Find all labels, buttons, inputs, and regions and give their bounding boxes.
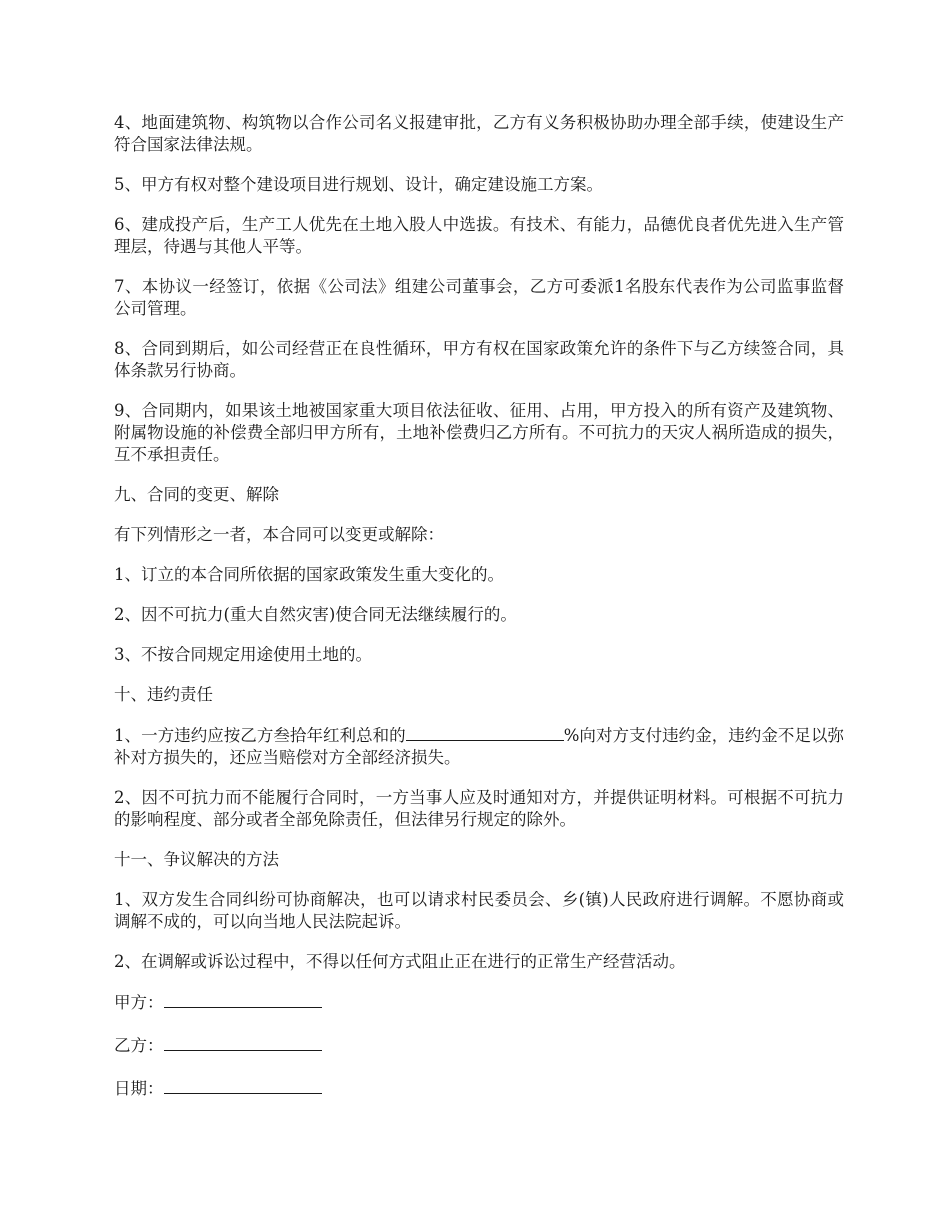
penalty-percent-blank	[406, 724, 564, 741]
party-a-signature	[114, 991, 844, 1014]
section-9-item-1: 1、订立的本合同所依据的国家政策发生重大变化的。	[114, 565, 504, 584]
section-10-item-1-after: %向对方支付违约金，违约金不足以弥补对方损失的，还应当赔偿对方全部经济损失。	[114, 726, 844, 767]
contract-page	[114, 112, 844, 1120]
clause-7: 7、本协议一经签订，依据《公司法》组建公司董事会，乙方可委派1名股东代表作为公司监事监督公司管理。	[114, 277, 844, 318]
section-11-item-2: 2、在调解或诉讼过程中，不得以任何方式阻止正在进行的正常生产经营活动。	[114, 952, 686, 971]
party-b-blank	[164, 1034, 322, 1051]
section-9-intro: 有下列情形之一者，本合同可以变更或解除：	[114, 525, 444, 544]
section-9-item-3: 3、不按合同规定用途使用土地的。	[114, 645, 372, 664]
clause-8: 8、合同到期后，如公司经营正在良性循环，甲方有权在国家政策允许的条件下与乙方续签合同，具体条款另行协商。	[114, 339, 844, 380]
section-9-heading: 九、合同的变更、解除	[114, 485, 279, 504]
date-signature	[114, 1077, 844, 1100]
party-a-blank	[164, 991, 322, 1008]
clause-4: 4、地面建筑物、构筑物以合作公司名义报建审批，乙方有义务积极协助办理全部手续，使建设生产符合国家法律法规。	[114, 113, 844, 154]
date-label: 日期：	[114, 1079, 164, 1098]
section-10-item-1	[114, 724, 844, 769]
section-11-item-1: 1、双方发生合同纠纷可协商解决，也可以请求村民委员会、乡(镇)人民政府进行调解。不愿协商或调解不成的，可以向当地人民法院起诉。	[114, 890, 844, 931]
party-a-label: 甲方：	[114, 993, 164, 1012]
clause-6: 6、建成投产后，生产工人优先在土地入股人中选拔。有技术、有能力，品德优良者优先进入生产管理层，待遇与其他人平等。	[114, 215, 844, 256]
date-blank	[164, 1077, 322, 1094]
section-11-heading: 十一、争议解决的方法	[114, 850, 279, 869]
section-9-item-2: 2、因不可抗力(重大自然灾害)使合同无法继续履行的。	[114, 605, 517, 624]
party-b-signature	[114, 1034, 844, 1057]
clause-5: 5、甲方有权对整个建设项目进行规划、设计，确定建设施工方案。	[114, 175, 603, 194]
section-10-item-1-before: 1、一方违约应按乙方叁拾年红利总和的	[114, 726, 406, 745]
section-10-heading: 十、违约责任	[114, 685, 213, 704]
section-10-item-2: 2、因不可抗力而不能履行合同时，一方当事人应及时通知对方，并提供证明材料。可根据不可抗力的影响程度、部分或者全部免除责任，但法律另行规定的除外。	[114, 788, 844, 829]
clause-9: 9、合同期内，如果该土地被国家重大项目依法征收、征用、占用，甲方投入的所有资产及建筑物、附属物设施的补偿费全部归甲方所有，土地补偿费归乙方所有。不可抗力的天灾人祸所造成的损失，互不承担责任。	[114, 401, 844, 464]
party-b-label: 乙方：	[114, 1036, 164, 1055]
